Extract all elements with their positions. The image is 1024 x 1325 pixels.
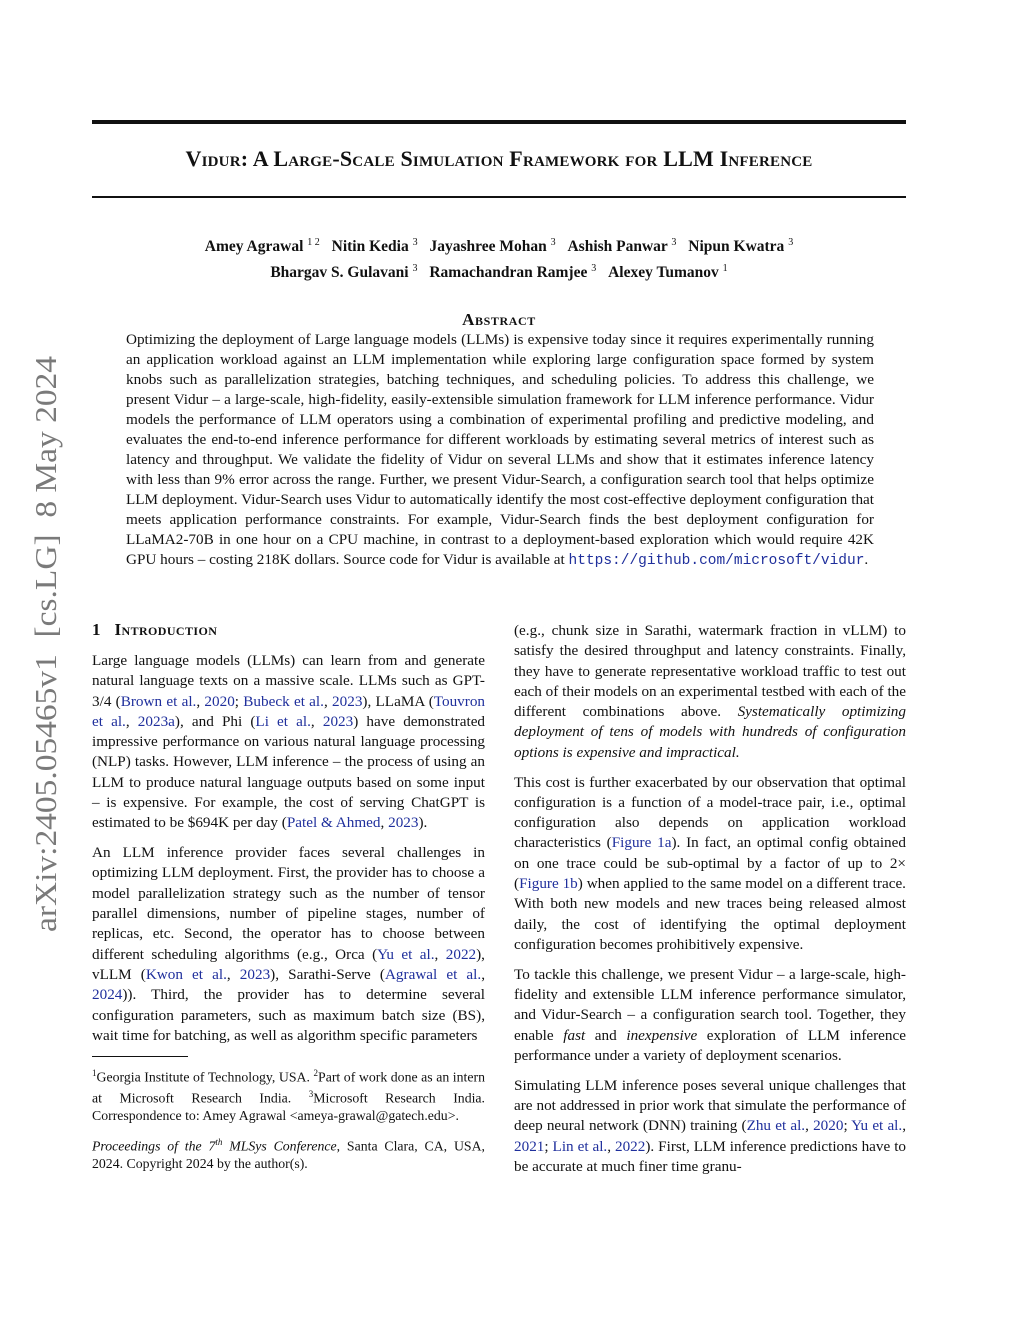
citation-link[interactable]: 2023a (137, 712, 175, 730)
footnote-rule (92, 1056, 188, 1057)
proceedings-footnote: Proceedings of the 7th MLSys Conference, Santa Clara, CA, USA, 2024. Copyright 2024 by the author(s). (92, 1136, 485, 1171)
citation-link[interactable]: Agrawal et al. (384, 965, 482, 983)
intro-paragraph-3: (e.g., chunk size in Sarathi, watermark fraction in vLLM) to satisfy the desired throughput and latency constraints. Finally, they have to generate representative workload traffic to test out each of their models on an experimental testbed with each of the different combinations above. Systematically optimizing deployment of tens of models with hundreds of configuration options is expensive and impractical. (514, 622, 906, 761)
author: Amey Agrawal $^{1 2}$ (204, 237, 320, 256)
citation-link[interactable]: Lin et al. (552, 1137, 608, 1155)
author: Nipun Kwatra $^3$ (688, 237, 794, 256)
author-line-1 (92, 232, 906, 258)
intro-paragraph-1: Large language models (LLMs) can learn from and generate natural language texts on a massive scale. LLMs such as GPT-3/4 (Brown et al., 2020; Bubeck et al., 2023), LLaMA (Touvron et al., 2023a), and Phi (Li et al., 2023) have demonstrated impressive performance on various natural language processing (NLP) tasks. However, LLM inference – the process of using an LLM to produce natural language outputs based on some input – is expensive. For example, the cost of serving ChatGPT is estimated to be $694K per day (Patel & Ahmed, 2023). (92, 652, 486, 832)
citation-link[interactable]: 2023 (332, 692, 363, 710)
citation-link[interactable]: Zhu et al. (746, 1117, 806, 1135)
author: Ashish Panwar $^3$ (567, 237, 677, 256)
figure-link[interactable]: Figure 1a (611, 834, 672, 852)
citation-link[interactable]: Kwon et al. (145, 965, 227, 983)
abstract-body: Optimizing the deployment of Large language models (LLMs) is expensive today since it requires experimentally running an application workload against an LLM implementation while exploring large configuration space formed by system knobs such as parallelization strategies, batching techniques, and scheduling policies. To address this challenge, we present Vidur – a large-scale, high-fidelity, easily-extensible simulation framework for LLM inference performance. Vidur models the performance of LLM operators using a combination of experimental profiling and predictive modeling, and evaluates the end-to-end inference performance for different workloads by estimating several metrics of interest such as latency and throughput. We validate the fidelity of Vidur on several LLMs and show that it estimates inference latency with less than 9% error across the range. Further, we present Vidur-Search, a configuration search tool that helps optimize LLM deployment. Vidur-Search uses Vidur to automatically identify the most cost-effective deployment configuration that meets application performance constraints. For example, Vidur-Search finds the best deployment configuration for LLaMA2-70B in one hour on a CPU machine, in contrast to a deployment-based exploration which would require 42K GPU hours – costing 218K dollars. Source code for Vidur is available at https://github.com/microsoft/vidur. (126, 331, 874, 569)
citation-link[interactable]: Yu et al. (377, 945, 435, 963)
author-list (92, 232, 906, 284)
citation-link[interactable]: 2022 (614, 1137, 646, 1155)
author: Jayashree Mohan $^3$ (429, 237, 556, 256)
citation-link[interactable]: Li et al. (255, 712, 311, 730)
author: Ramachandran Ramjee $^3$ (429, 263, 597, 282)
citation-link[interactable]: Bubeck et al. (243, 692, 324, 710)
citation-link[interactable]: 2023 (388, 814, 419, 832)
citation-link[interactable]: 2022 (445, 945, 477, 963)
title-top-rule (92, 120, 906, 124)
citation-link[interactable]: Touvron et al. (92, 692, 486, 730)
intro-paragraph-5: To tackle this challenge, we present Vidur – a large-scale, high-fidelity and extensible LLM inference performance simulator, and Vidur-Search – a configuration search tool. Together, they enable fast and inexpensive exploration of LLM inference performance under a variety of deployment scenarios. (514, 965, 906, 1064)
citation-link[interactable]: 2021 (514, 1137, 545, 1155)
author: Nitin Kedia $^3$ (331, 237, 418, 256)
title-bottom-rule (92, 196, 906, 198)
author: Bhargav S. Gulavani $^3$ (270, 263, 418, 282)
citation-link[interactable]: 2024 (92, 986, 123, 1004)
citation-link[interactable]: 2020 (813, 1117, 844, 1135)
intro-paragraph-4: This cost is further exacerbated by our observation that optimal configuration is a function of a model-trace pair, i.e., optimal configuration also depends on application workload characteristics (Figure 1a). In fact, an optimal config obtained on one trace could be sub-optimal by a factor of up to 2× (Figure 1b) when applied to the same model on a different trace. With both new models and new traces being released almost daily, the cost of identifying the optimal deployment configuration becomes prohibitively expensive. (514, 773, 906, 953)
right-column (514, 621, 906, 1187)
citation-link[interactable]: Patel & Ahmed (286, 814, 381, 832)
paper-title: Vidur: A Large-Scale Simulation Framework for LLM Inference (185, 146, 813, 171)
affiliation-footnote: $^1$Georgia Institute of Technology, USA. $^2$Part of work done as an intern at Microsoft Research India. $^3$Microsoft Research India. Correspondence to: Amey Agrawal <ameya-grawal@gatech.edu>. (92, 1067, 486, 1123)
arxiv-identifier-text: arXiv:2405.05465v1 [cs.LG] 8 May 2024 (28, 398, 63, 932)
section-heading: 1 Introduction (92, 620, 218, 639)
left-column (92, 620, 485, 1182)
figure-link[interactable]: Figure 1b (519, 875, 578, 893)
intro-paragraph-6: Simulating LLM inference poses several unique challenges that are not addressed in prior work that simulate the performance of deep neural network (DNN) training (Zhu et al., 2020; Yu et al., 2021; Lin et al., 2022). First, LLM inference predictions have to be accurate at much finer time granu- (514, 1076, 907, 1175)
author-line-2 (92, 258, 906, 284)
arxiv-identifier-stamp (6, 352, 76, 934)
citation-link[interactable]: 2023 (322, 712, 354, 730)
author: Alexey Tumanov $^1$ (608, 263, 728, 282)
abstract-heading: Abstract (462, 310, 536, 329)
intro-paragraph-2: An LLM inference provider faces several challenges in optimizing LLM deployment. First, the provider has to choose a model parallelization strategy such as the number of tensor parallel dimensions, number of pipeline stages, number of replicas, etc. Second, the operator has to choose between different scheduling algorithms (e.g., Orca (Yu et al., 2022), vLLM (Kwon et al., 2023), Sarathi-Serve (Agrawal et al., 2024)). Third, the provider has to determine several configuration parameters, such as maximum batch size (BS), wait time for batching, as well as algorithm specific parameters (92, 844, 485, 1044)
citation-link[interactable]: 2020 (204, 692, 235, 710)
source-code-link[interactable]: https://github.com/microsoft/vidur (568, 553, 865, 569)
citation-link[interactable]: Yu et al. (851, 1117, 903, 1135)
citation-link[interactable]: Brown et al. (120, 692, 197, 710)
citation-link[interactable]: 2023 (239, 965, 271, 983)
